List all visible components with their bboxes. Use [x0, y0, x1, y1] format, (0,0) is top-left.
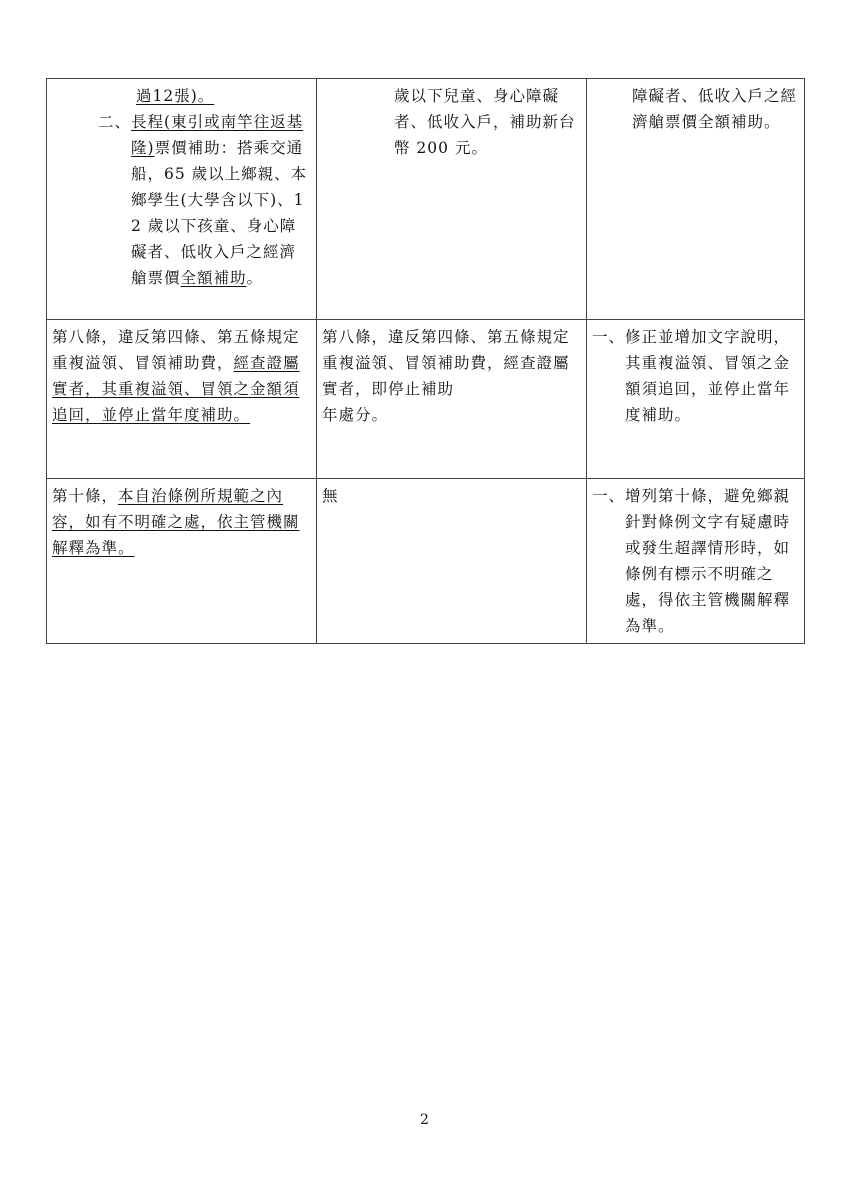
- original-text: 第八條，違反第四條、第五條規定重複溢領、冒領補助費，經查證屬實者，即停止補助: [322, 328, 570, 398]
- item-text: 修正並增加文字說明，其重複溢領、冒領之金額須追回，並停止當年度補助。: [625, 328, 791, 424]
- item-number: 二、: [98, 113, 132, 131]
- original-text: 無: [322, 487, 339, 505]
- amended-text-cell: 第八條，違反第四條、第五條規定重複溢領、冒領補助費，經查證屬實者，其重複溢領、冒領之金額須追回，並停止當年度補助。: [47, 320, 317, 479]
- item-text: 增列第十條，避免鄉親針對條例文字有疑慮時或發生超譯情形時，如條例有標示不明確之處，得依主管機關解釋為準。: [625, 487, 791, 635]
- explanation-cell: [587, 479, 805, 644]
- explanation-cell: [587, 320, 805, 479]
- amended-text-cell: 第十條，本自治條例所規範之內容，如有不明確之處，依主管機關解釋為準。: [47, 479, 317, 644]
- list-item: [52, 109, 311, 291]
- list-item: [592, 324, 799, 428]
- original-text-cell: [317, 79, 587, 320]
- item-number: 一、: [592, 328, 626, 346]
- original-text-cell: [317, 479, 587, 644]
- page-number: 2: [420, 1112, 429, 1128]
- amended-text-cell: [47, 79, 317, 320]
- list-item: [592, 483, 799, 639]
- explanation-cell: [587, 79, 805, 320]
- original-text: 歲以下兒童、身心障礙者、低收入戶，補助新台幣 200 元。: [394, 87, 576, 157]
- explanation-text: 障礙者、低收入戶之經濟艙票價全額補助。: [632, 87, 798, 131]
- comparison-table: [46, 78, 805, 644]
- original-text-cell: [317, 320, 587, 479]
- continued-line: 過12張)。: [136, 87, 215, 105]
- original-text-cont: 年處分。: [322, 406, 389, 424]
- table-row: [47, 479, 805, 644]
- item-number: 一、: [592, 487, 626, 505]
- table-row: [47, 79, 805, 320]
- table-row: [47, 320, 805, 479]
- item-text: 長程(東引或南竿往返基隆)票價補助：搭乘交通船，65 歲以上鄉親、本鄉學生(大學含以下)、12 歲以下孩童、身心障礙者、低收入戶之經濟艙票價全額補助。: [131, 113, 308, 287]
